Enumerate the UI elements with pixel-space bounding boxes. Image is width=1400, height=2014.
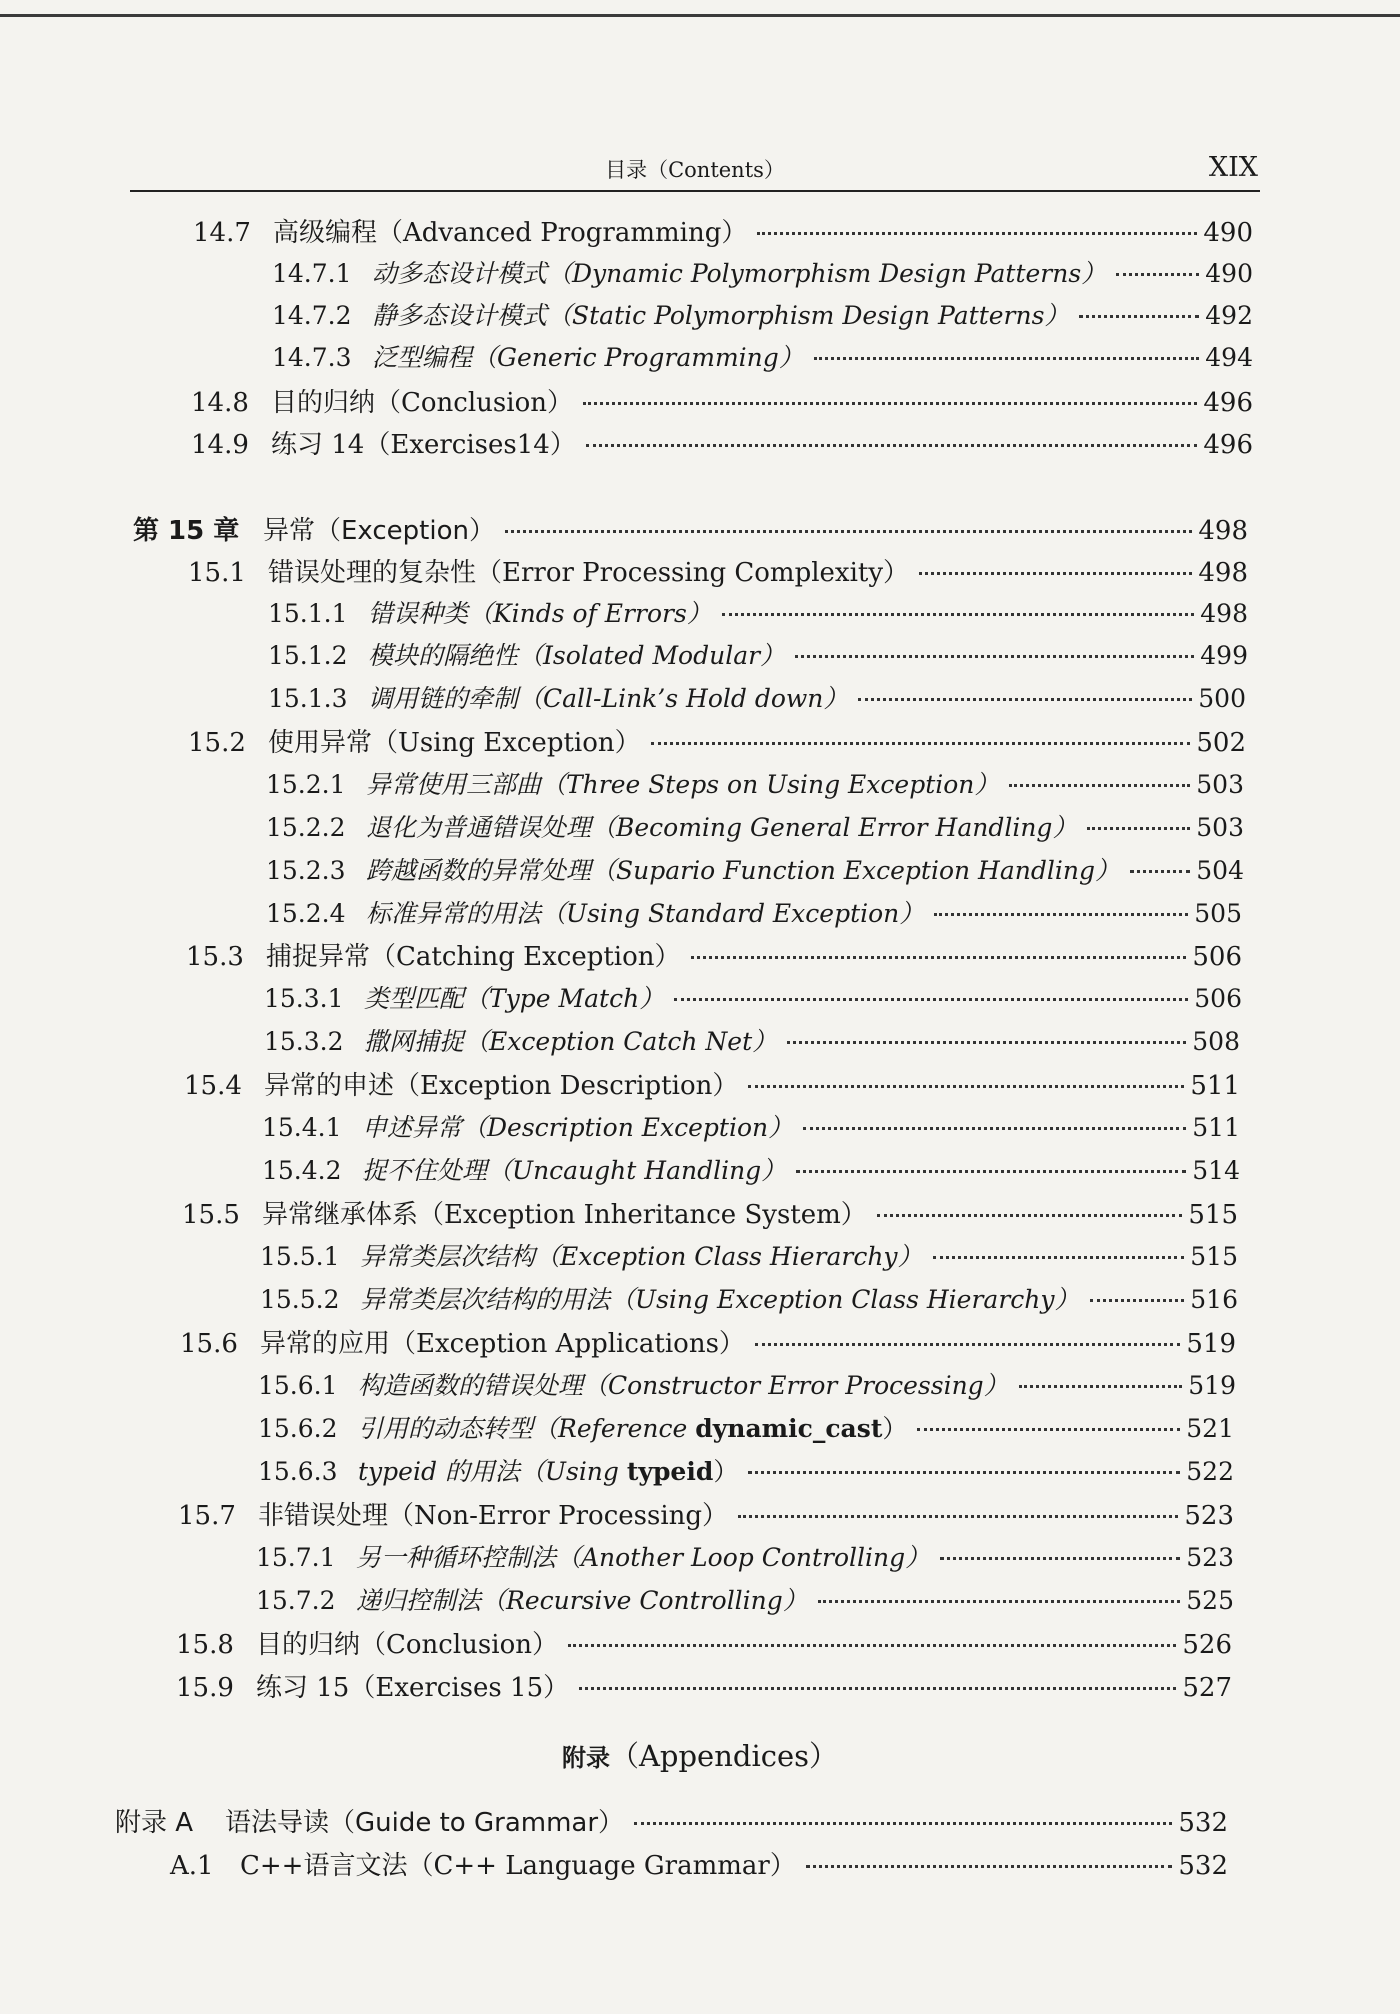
running-title: 目录（Contents） — [605, 158, 785, 182]
dot-leader — [796, 1170, 1186, 1173]
entry-title-tail: ） — [713, 1457, 739, 1486]
entry-title: 泛型编程（Generic Programming） — [372, 343, 804, 372]
entry-title: 练习 14（Exercises14） — [271, 430, 576, 460]
entry-page: 519 — [1188, 1371, 1236, 1400]
entry-title: 动多态设计模式（Dynamic Polymorphism Design Patterns） — [372, 259, 1107, 288]
entry-title: 高级编程（Advanced Programming） — [273, 218, 748, 248]
entry-title-text: 引用的动态转型（Reference — [358, 1414, 696, 1443]
entry-title: 调用链的牵制（Call-Link’s Hold down） — [368, 684, 849, 713]
dot-leader — [674, 998, 1188, 1001]
toc-entry[interactable] — [258, 1409, 1234, 1443]
entry-page: 490 — [1205, 259, 1253, 288]
entry-title: 静多态设计模式（Static Polymorphism Design Patterns） — [372, 301, 1070, 330]
entry-title: 错误处理的复杂性（Error Processing Complexity） — [268, 558, 910, 588]
entry-page: 522 — [1186, 1457, 1234, 1486]
entry-number: 15.3 — [186, 942, 244, 972]
entry-title-tail: ） — [882, 1414, 908, 1443]
toc-entry[interactable] — [268, 679, 1246, 713]
toc-entry[interactable] — [266, 851, 1244, 885]
entry-title: 非错误处理（Non-Error Processing） — [258, 1501, 729, 1531]
entry-page: 498 — [1200, 599, 1248, 628]
entry-number: 15.6.1 — [258, 1371, 338, 1400]
dot-leader — [583, 402, 1197, 405]
entry-page: 503 — [1196, 813, 1244, 842]
entry-number: 15.1.2 — [268, 641, 348, 670]
entry-number: 15.6.2 — [258, 1414, 338, 1443]
dot-leader — [748, 1085, 1184, 1088]
entry-number: 15.2.4 — [266, 899, 346, 928]
dot-leader — [757, 232, 1197, 235]
dot-leader — [1116, 273, 1199, 276]
chapter-number: 第 15 章 — [133, 516, 240, 546]
entry-title: 错误种类（Kinds of Errors） — [368, 599, 712, 628]
toc-chapter-entry[interactable] — [133, 510, 1248, 544]
entry-title: 异常继承体系（Exception Inheritance System） — [262, 1200, 867, 1230]
entry-page: 492 — [1205, 301, 1253, 330]
page-number: XIX — [1208, 152, 1258, 183]
entry-number: 15.4.1 — [262, 1113, 342, 1142]
entry-number: 15.5 — [182, 1200, 240, 1230]
toc-entry[interactable] — [266, 894, 1242, 928]
entry-number: 15.2.1 — [266, 770, 346, 799]
dot-leader — [787, 1041, 1186, 1044]
entry-page: 511 — [1190, 1071, 1240, 1101]
entry-title: 异常的申述（Exception Description） — [264, 1071, 739, 1101]
toc-entry[interactable] — [272, 296, 1253, 330]
entry-title: 使用异常（Using Exception） — [268, 728, 641, 758]
entry-number: 15.1.1 — [268, 599, 348, 628]
dot-leader — [806, 1865, 1173, 1868]
toc-entry[interactable] — [176, 1667, 1232, 1701]
entry-page: 515 — [1188, 1200, 1238, 1230]
entry-page: 498 — [1198, 558, 1248, 588]
dot-leader — [803, 1127, 1186, 1130]
dot-leader — [579, 1687, 1176, 1690]
entry-title — [358, 1452, 738, 1488]
toc-entry[interactable] — [272, 254, 1253, 288]
running-header — [130, 150, 1260, 192]
dot-leader — [691, 956, 1187, 959]
entry-number: 15.1.3 — [268, 684, 348, 713]
entry-page: 504 — [1196, 856, 1244, 885]
toc-entry[interactable] — [260, 1280, 1238, 1314]
entry-title: 异常使用三部曲（Three Steps on Using Exception） — [366, 770, 1000, 799]
entry-title: 练习 15（Exercises 15） — [256, 1673, 570, 1703]
entry-page: 527 — [1182, 1673, 1232, 1703]
toc-entry[interactable] — [186, 936, 1242, 970]
toc-entry[interactable] — [258, 1452, 1234, 1486]
toc-entry[interactable] — [178, 1495, 1234, 1529]
toc-entry[interactable] — [258, 1366, 1236, 1400]
dot-leader — [1019, 1385, 1183, 1388]
entry-page: 494 — [1205, 343, 1253, 372]
entry-page: 511 — [1192, 1113, 1240, 1142]
dot-leader — [940, 1557, 1180, 1560]
entry-number: 14.9 — [191, 430, 249, 460]
dot-leader — [651, 742, 1191, 745]
entry-title: 模块的隔绝性（Isolated Modular） — [368, 641, 786, 670]
entry-page: 490 — [1203, 218, 1253, 248]
toc-entry[interactable] — [184, 1065, 1240, 1099]
toc-entry[interactable] — [176, 1624, 1232, 1658]
dot-leader — [568, 1644, 1176, 1647]
entry-title: 另一种循环控制法（Another Loop Controlling） — [356, 1543, 931, 1572]
entry-title: 申述异常（Description Exception） — [362, 1113, 794, 1142]
dot-leader — [1087, 827, 1190, 830]
entry-title-text: typeid 的用法（Using — [358, 1457, 627, 1486]
dot-leader — [1009, 784, 1190, 787]
entry-number: 15.6.3 — [258, 1457, 338, 1486]
top-rule — [0, 14, 1400, 17]
entry-number: A.1 — [170, 1851, 214, 1881]
entry-page: 532 — [1178, 1851, 1228, 1881]
entry-title: 捕捉异常（Catching Exception） — [266, 942, 681, 972]
toc-entry[interactable] — [264, 1022, 1240, 1056]
entry-title: 异常的应用（Exception Applications） — [260, 1329, 745, 1359]
dot-leader — [748, 1471, 1180, 1474]
dot-leader — [818, 1600, 1180, 1603]
dot-leader — [634, 1822, 1172, 1825]
toc-entry[interactable] — [268, 594, 1248, 628]
entry-title — [358, 1409, 907, 1445]
entry-number: 15.9 — [176, 1673, 234, 1703]
toc-entry[interactable] — [262, 1151, 1240, 1185]
entry-title: 递归控制法（Recursive Controlling） — [356, 1586, 808, 1615]
toc-entry[interactable] — [182, 1194, 1238, 1228]
entry-page: 500 — [1198, 684, 1246, 713]
entry-page: 514 — [1192, 1156, 1240, 1185]
entry-title: 异常类层次结构的用法（Using Exception Class Hierarchy） — [360, 1285, 1080, 1314]
toc-entry[interactable] — [272, 338, 1253, 372]
toc-entry[interactable] — [193, 212, 1253, 246]
dot-leader — [917, 1428, 1180, 1431]
appendix-heading — [0, 1734, 1400, 1775]
appendix-heading-en: （Appendices） — [609, 1739, 839, 1773]
entry-page: 523 — [1186, 1543, 1234, 1572]
entry-page: 523 — [1184, 1501, 1234, 1531]
toc-entry[interactable] — [188, 552, 1248, 586]
entry-title: 目的归纳（Conclusion） — [271, 388, 573, 418]
entry-page: 498 — [1198, 516, 1248, 546]
dot-leader — [858, 698, 1192, 701]
entry-number: 15.4 — [184, 1071, 242, 1101]
entry-page: 515 — [1190, 1242, 1238, 1271]
entry-number: 15.4.2 — [262, 1156, 342, 1185]
appendix-number: 附录 A — [115, 1808, 194, 1838]
toc-entry[interactable] — [266, 765, 1244, 799]
entry-title: C++语言文法（C++ Language Grammar） — [240, 1851, 796, 1881]
entry-title: 退化为普通错误处理（Becoming General Error Handling） — [366, 813, 1078, 842]
entry-title: 异常类层次结构（Exception Class Hierarchy） — [360, 1242, 923, 1271]
entry-title: 捉不住处理（Uncaught Handling） — [362, 1156, 787, 1185]
dot-leader — [505, 530, 1192, 533]
entry-page: 506 — [1192, 942, 1242, 972]
entry-number: 14.8 — [191, 388, 249, 418]
appendix-heading-cn: 附录 — [561, 1744, 610, 1772]
toc-entry[interactable] — [256, 1581, 1234, 1615]
entry-page: 503 — [1196, 770, 1244, 799]
entry-title: 目的归纳（Conclusion） — [256, 1630, 558, 1660]
chapter-title: 异常（Exception） — [263, 516, 495, 546]
toc-entry[interactable] — [170, 1845, 1228, 1879]
toc-entry[interactable] — [188, 722, 1246, 756]
toc-entry[interactable] — [262, 1108, 1240, 1142]
entry-page: 506 — [1194, 984, 1242, 1013]
toc-entry[interactable] — [256, 1538, 1234, 1572]
toc-entry[interactable] — [191, 382, 1253, 416]
entry-number: 15.8 — [176, 1630, 234, 1660]
entry-number: 15.2 — [188, 728, 246, 758]
entry-number: 15.7 — [178, 1501, 236, 1531]
entry-title: 撒网捕捉（Exception Catch Net） — [364, 1027, 778, 1056]
dot-leader — [933, 1256, 1185, 1259]
dot-leader — [934, 913, 1188, 916]
entry-title: 构造函数的错误处理（Constructor Error Processing） — [358, 1371, 1009, 1400]
entry-number: 15.6 — [180, 1329, 238, 1359]
entry-title-code: typeid — [626, 1457, 714, 1486]
entry-title: 标准异常的用法（Using Standard Exception） — [366, 899, 925, 928]
dot-leader — [738, 1515, 1178, 1518]
entry-title: 类型匹配（Type Match） — [364, 984, 665, 1013]
entry-number: 15.2.2 — [266, 813, 346, 842]
entry-title: 跨越函数的异常处理（Supario Function Exception Handling） — [366, 856, 1120, 885]
dot-leader — [722, 613, 1194, 616]
entry-page: 499 — [1200, 641, 1248, 670]
dot-leader — [814, 357, 1200, 360]
entry-page: 496 — [1203, 430, 1253, 460]
dot-leader — [919, 572, 1192, 575]
dot-leader — [877, 1214, 1183, 1217]
entry-page: 526 — [1182, 1630, 1232, 1660]
entry-page: 519 — [1186, 1329, 1236, 1359]
entry-page: 505 — [1194, 899, 1242, 928]
toc-entry[interactable] — [266, 808, 1244, 842]
entry-number: 15.1 — [188, 558, 246, 588]
entry-title-code: dynamic_cast — [695, 1414, 883, 1443]
entry-number: 14.7.2 — [272, 301, 352, 330]
dot-leader — [1079, 315, 1199, 318]
dot-leader — [1130, 870, 1190, 873]
entry-number: 15.2.3 — [266, 856, 346, 885]
entry-number: 14.7.3 — [272, 343, 352, 372]
toc-entry[interactable] — [264, 979, 1242, 1013]
toc-entry[interactable] — [191, 424, 1253, 458]
entry-number: 15.5.2 — [260, 1285, 340, 1314]
entry-page: 521 — [1186, 1414, 1234, 1443]
entry-number: 15.5.1 — [260, 1242, 340, 1271]
entry-number: 15.3.1 — [264, 984, 344, 1013]
toc-appendix-entry[interactable] — [115, 1802, 1228, 1836]
entry-page: 516 — [1190, 1285, 1238, 1314]
entry-page: 508 — [1192, 1027, 1240, 1056]
dot-leader — [1090, 1299, 1185, 1302]
dot-leader — [795, 655, 1194, 658]
entry-page: 532 — [1178, 1808, 1228, 1838]
entry-number: 15.7.1 — [256, 1543, 336, 1572]
entry-number: 14.7.1 — [272, 259, 352, 288]
toc-entry[interactable] — [260, 1237, 1238, 1271]
appendix-title: 语法导读（Guide to Grammar） — [225, 1808, 625, 1838]
toc-entry[interactable] — [180, 1323, 1236, 1357]
entry-number: 15.7.2 — [256, 1586, 336, 1615]
entry-number: 15.3.2 — [264, 1027, 344, 1056]
entry-page: 496 — [1203, 388, 1253, 418]
entry-page: 502 — [1196, 728, 1246, 758]
dot-leader — [755, 1343, 1180, 1346]
entry-number: 14.7 — [193, 218, 251, 248]
dot-leader — [586, 444, 1198, 447]
toc-entry[interactable] — [268, 636, 1248, 670]
entry-page: 525 — [1186, 1586, 1234, 1615]
